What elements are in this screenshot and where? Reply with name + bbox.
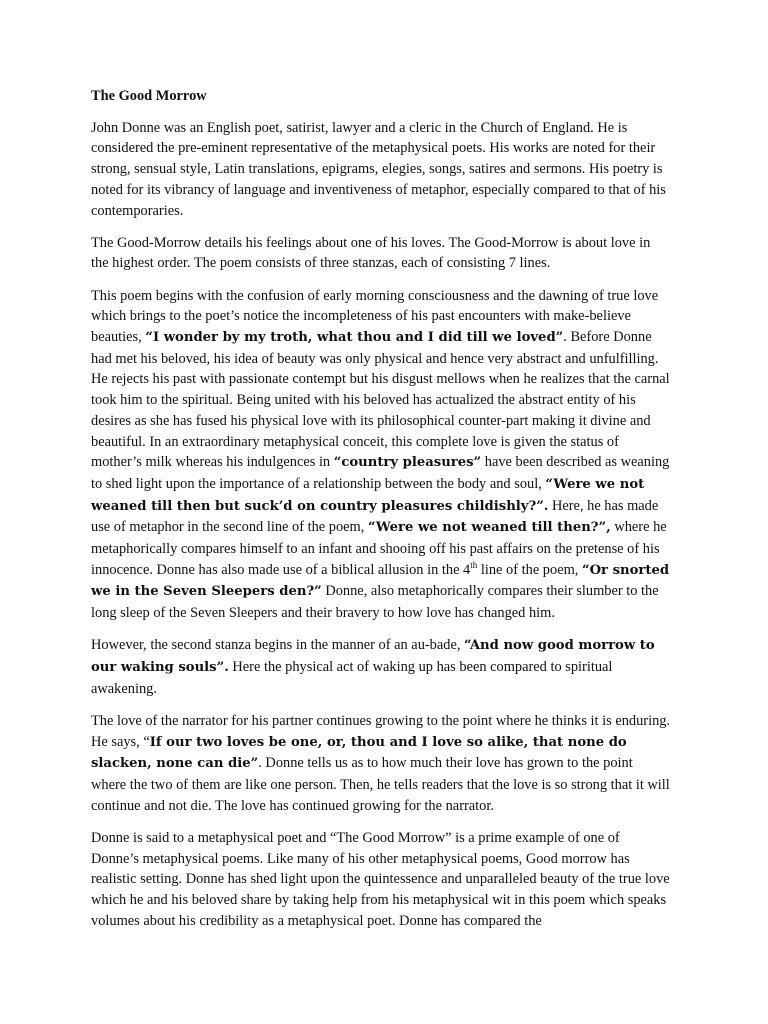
- quote-weaned-suckd: “Were we not weaned till then but suck’d on country pleasures childishly?”.: [91, 476, 645, 514]
- quote-seven-sleepers: “Or snorted we in the Seven Sleepers den?”: [91, 562, 670, 600]
- paragraph-intro: John Donne was an English poet, satirist, lawyer and a cleric in the Church of England. He is considered the pre-eminent representative of the metaphysical poets. His works are noted for their strong, sensual style, Latin translations, epigrams, elegies, songs, satires and sermons. His poetry is noted for its vibrancy of language and inventiveness of metaphor, especially compared to that of his contemporaries.: [91, 119, 666, 219]
- text-run: Here the physical act of waking up has been compared to spiritual awakening.: [91, 659, 613, 697]
- quote-two-loves-be-one: If our two loves be one, or, thou and I love so alike, that none do slacken, none can die”: [91, 734, 627, 772]
- text-run: This poem begins with the confusion of early morning consciousness and the dawning of true love which brings to the poet’s notice the incompleteness of his past encounters with make-believe beauties,: [91, 287, 659, 346]
- paragraph-enduring-love: [91, 711, 671, 817]
- text-run: Donne, also metaphorically compares their slumber to the long sleep of the Seven Sleepers and their bravery to how love has changed him.: [91, 583, 659, 622]
- text-run: Here, he has made use of metaphor in the second line of the poem,: [91, 497, 659, 536]
- quote-country-pleasures: “country pleasures”: [333, 455, 482, 471]
- text-run: However, the second stanza begins in the manner of an au-bade,: [91, 637, 465, 654]
- paragraph-analysis: [91, 286, 671, 624]
- text-run: . Before Donne had met his beloved, his idea of beauty was only physical and hence very abstract and unfulfilling. He rejects his past with passionate contempt but his disgust mellows when he realizes that the carnal took him to the spiritual. Being united with his beloved has actualized the abstract entity of his desires as she has fused his physical love with its philosophical counter-part making it divine and beautiful. In an extraordinary metaphysical conceit, this complete love is given the status of mother’s milk whereas his indulgences in: [91, 329, 670, 471]
- paragraph-second-stanza: [91, 635, 671, 699]
- ordinal-superscript: th: [470, 559, 478, 570]
- text-run: line of the poem,: [477, 561, 582, 578]
- paragraph-overview: The Good-Morrow details his feelings about one of his loves. The Good-Morrow is about love in the highest order. The poem consists of three stanzas, each of consisting 7 lines.: [91, 234, 651, 272]
- text-run: . Donne tells us as to how much their love has grown to the point where the two of them are like one person. Then, he tells readers that the love is so strong that it will continue and not die. The love has continued growing for the narrator.: [91, 755, 670, 814]
- document-title: The Good Morrow: [91, 88, 207, 104]
- paragraph-metaphysical: Donne is said to a metaphysical poet and “The Good Morrow” is a prime example of one of Donne’s metaphysical poems. Like many of his other metaphysical poems, Good morrow has realistic setting. Donne has shed light upon the quintessence and unparalleled beauty of the true love which he and his beloved share by taking help from his metaphysical wit in this poem which speaks volumes about his credibility as a metaphysical poet. Donne has compared the: [91, 830, 670, 929]
- document-page: [91, 86, 671, 943]
- text-run: have been described as weaning to shed light upon the importance of a relationship between the body and soul,: [91, 454, 670, 492]
- text-run: The love of the narrator for his partner continues growing to the point where he thinks it is enduring. He says, “: [91, 712, 671, 750]
- quote-wonder-by-my-troth: “I wonder by my troth, what thou and I did till we loved”: [145, 330, 564, 346]
- quote-weaned-till-then: “Were we not weaned till then?”,: [367, 520, 611, 536]
- quote-good-morrow: “And now good morrow to our waking souls”.: [91, 638, 655, 676]
- text-run: where he metaphorically compares himself to an infant and shooing off his past affairs on the pretense of his innocence. Donne has also made use of a biblical allusion in the 4: [91, 519, 667, 578]
